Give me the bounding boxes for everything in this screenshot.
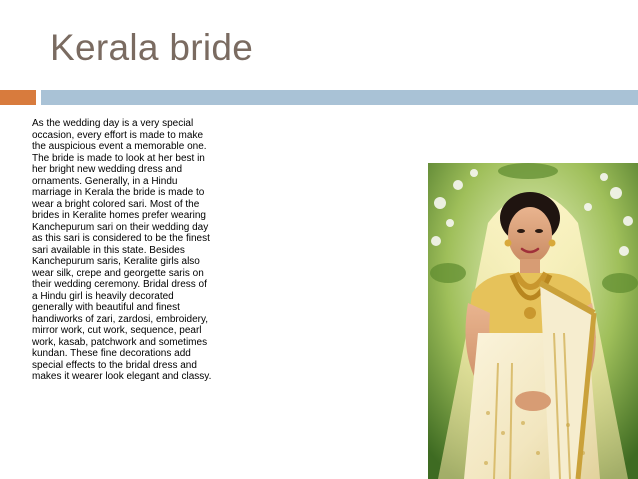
bride-photo: [428, 163, 638, 479]
accent-bar-orange: [0, 90, 36, 105]
accent-bar-blue: [41, 90, 638, 105]
body-paragraph: As the wedding day is a very special occasion, every effort is made to make the auspicious event a memorable one. The bride is made to look at her best in her bright new wedding dress and ornaments. Generally, in a Hindu marriage in Kerala the bride is made to wear a bright colored sari. Most of the brides in Keralite homes prefer wearing Kanchepurum sari on their wedding day as this sari is considered to be the finest sari available in this state. Besides Kanchepurum saris, Keralite girls also wear silk, crepe and georgette saris on their wedding ceremony. Bridal dress of a Hindu girl is heavily decorated generally with beautiful and finest handiworks of zari, zardosi, embroidery, mirror work, cut work, sequence, pearl work, kasab, patchwork and sometimes kundan. These fine decorations add special effects to the bridal dress and makes it wearer look elegant and classy.: [32, 118, 212, 382]
slide-title: Kerala bride: [50, 27, 254, 68]
